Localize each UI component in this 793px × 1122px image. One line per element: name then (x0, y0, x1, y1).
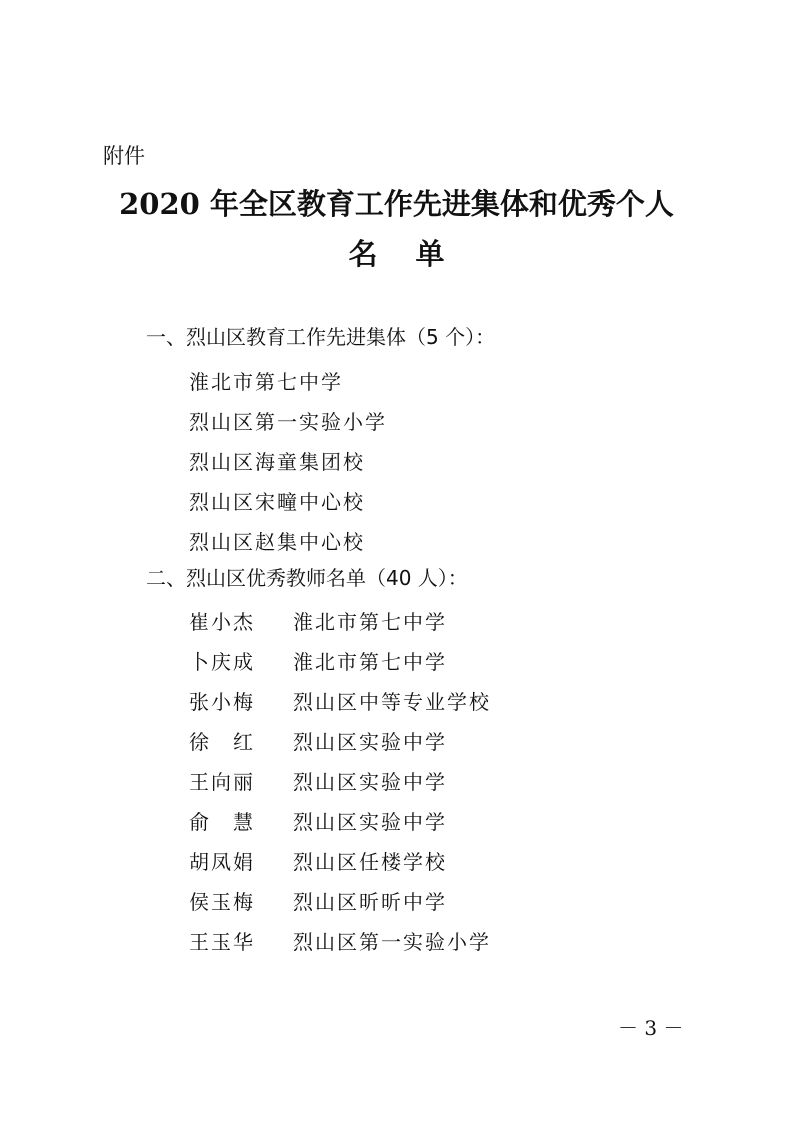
list-item: 烈山区第一实验小学 (189, 410, 387, 434)
table-row (189, 602, 491, 642)
teacher-name: 崔小杰 (189, 610, 255, 634)
teacher-school: 烈山区实验中学 (293, 810, 447, 834)
teacher-name: 侯玉梅 (189, 890, 255, 914)
teacher-name: 王玉华 (189, 930, 255, 954)
table-row (189, 882, 491, 922)
table-row (189, 802, 491, 842)
table-row (189, 922, 491, 962)
teacher-name: 卜庆成 (189, 650, 255, 674)
teacher-name: 张小梅 (189, 690, 255, 714)
attachment-label: 附件 (103, 144, 145, 168)
advanced-groups-list (189, 362, 387, 562)
table-row (189, 682, 491, 722)
teacher-name: 胡凤娟 (189, 850, 255, 874)
teacher-school: 烈山区中等专业学校 (293, 690, 491, 714)
page-number: － 3 － (618, 1016, 684, 1040)
teacher-name: 王向丽 (189, 770, 255, 794)
teacher-name: 俞 慧 (189, 810, 255, 834)
table-row (189, 722, 491, 762)
teacher-name: 徐 红 (189, 730, 255, 754)
list-item: 烈山区海童集团校 (189, 450, 365, 474)
section-heading-groups: 一、烈山区教育工作先进集体（5 个）： (146, 325, 496, 349)
document-title: 2020 年全区教育工作先进集体和优秀个人 (119, 187, 674, 221)
section-heading-teachers: 二、烈山区优秀教师名单（40 人）： (146, 566, 468, 590)
table-row (189, 762, 491, 802)
teacher-school: 烈山区任楼学校 (293, 850, 447, 874)
teacher-school: 烈山区实验中学 (293, 770, 447, 794)
teachers-list (189, 602, 491, 962)
table-row (189, 642, 491, 682)
teacher-school: 烈山区第一实验小学 (293, 930, 491, 954)
teacher-school: 淮北市第七中学 (293, 650, 447, 674)
list-item: 淮北市第七中学 (189, 370, 343, 394)
table-row (189, 842, 491, 882)
list-item: 烈山区宋疃中心校 (189, 490, 365, 514)
teacher-school: 淮北市第七中学 (293, 610, 447, 634)
document-title-line2: 名单 (348, 237, 483, 271)
teacher-school: 烈山区实验中学 (293, 730, 447, 754)
list-item: 烈山区赵集中心校 (189, 530, 365, 554)
teacher-school: 烈山区昕昕中学 (293, 890, 447, 914)
